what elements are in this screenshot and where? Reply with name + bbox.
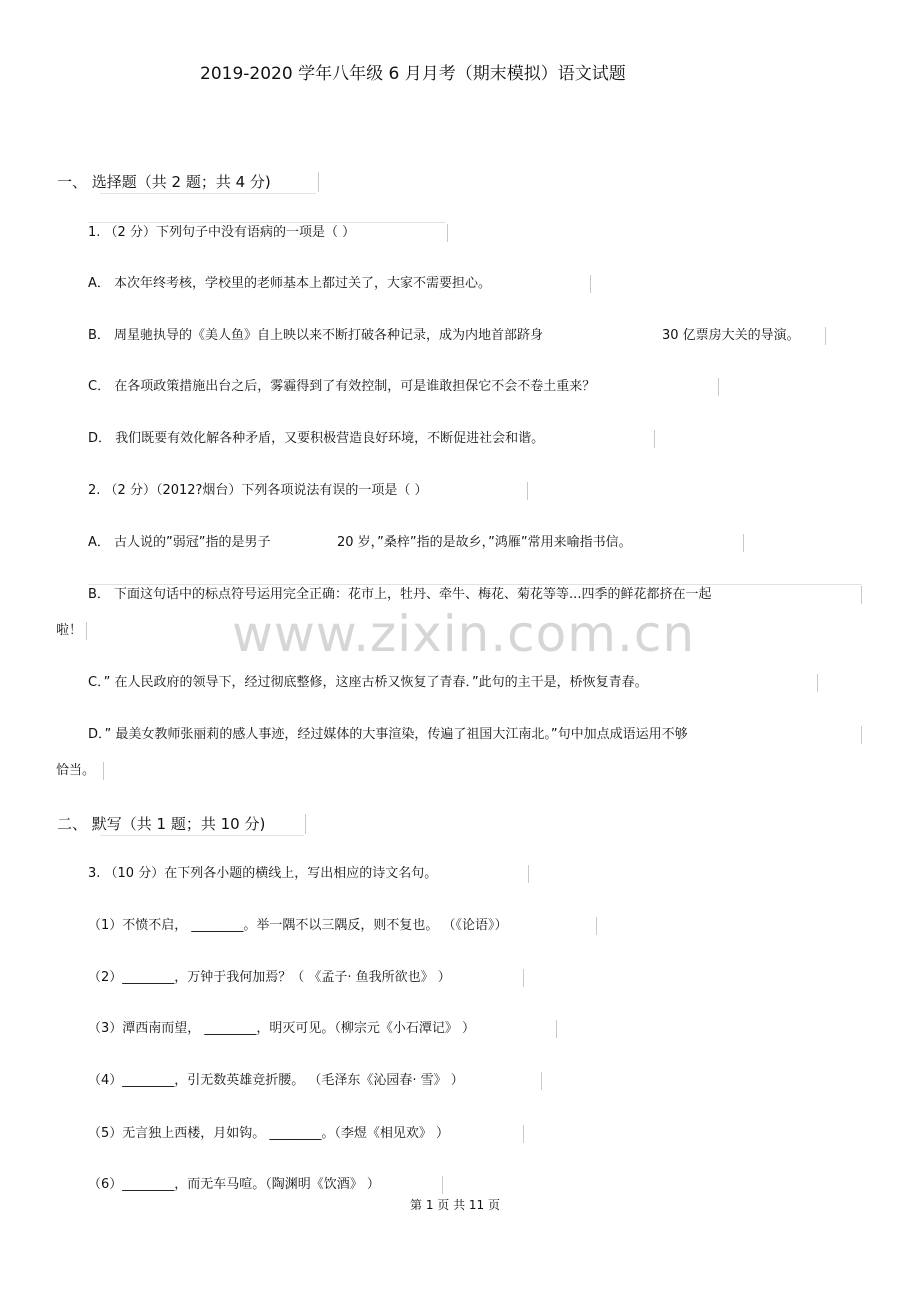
margin-bar bbox=[318, 172, 319, 192]
question-2-option-b-cont: 啦！ bbox=[56, 623, 83, 638]
question-3-stem: 3. （10 分）在下列各小题的横线上，写出相应的诗文名句。 bbox=[88, 866, 438, 881]
question-3-item-4: （4）________，引无数英雄竞折腰。 （毛泽东《沁园春· 雪》 ） bbox=[88, 1073, 464, 1088]
margin-bar bbox=[527, 482, 528, 500]
margin-bar bbox=[743, 534, 744, 552]
question-3-item-3: （3）潭西南而望， ________，明灭可见。（柳宗元《小石潭记》 ） bbox=[88, 1021, 476, 1036]
question-2-option-a: A． 古人说的”弱冠”指的是男子 bbox=[88, 535, 271, 550]
margin-bar bbox=[541, 1072, 542, 1090]
question-1-option-b-tail: 30 亿票房大关的导演。 bbox=[662, 328, 800, 343]
margin-bar bbox=[528, 865, 529, 883]
margin-bar bbox=[861, 586, 862, 604]
heading-underline bbox=[100, 193, 316, 194]
stem-topline bbox=[88, 222, 446, 223]
margin-bar bbox=[86, 622, 87, 640]
option-topline bbox=[88, 584, 862, 585]
margin-bar bbox=[817, 674, 818, 692]
question-1-option-c: C． 在各项政策措施出台之后，雾霾得到了有效控制，可是谁敢担保它不会不卷土重来？ bbox=[88, 379, 596, 394]
section-heading-choice: 一、 选择题（共 2 题；共 4 分) bbox=[57, 173, 271, 191]
margin-bar bbox=[447, 224, 448, 242]
margin-bar bbox=[654, 430, 655, 448]
margin-bar bbox=[825, 327, 826, 345]
margin-bar bbox=[596, 917, 597, 935]
question-2-stem: 2. （2 分）（2012?烟台）下列各项说法有误的一项是（ ） bbox=[88, 483, 428, 498]
question-1-stem: 1. （2 分）下列句子中没有语病的一项是（ ） bbox=[88, 225, 356, 240]
margin-bar bbox=[442, 1176, 443, 1194]
question-2-option-d-cont: 恰当。 bbox=[56, 763, 96, 778]
question-2-option-c: C．” 在人民政府的领导下，经过彻底整修，这座古桥又恢复了青春．”此句的主干是，桥恢复青春。 bbox=[88, 675, 648, 690]
margin-bar bbox=[523, 1125, 524, 1143]
heading-underline bbox=[100, 835, 304, 836]
margin-bar bbox=[103, 762, 104, 780]
question-1-option-d: D． 我们既要有效化解各种矛盾，又要积极营造良好环境，不断促进社会和谐。 bbox=[88, 431, 545, 446]
question-3-item-6: （6）________，而无车马喧。（陶渊明《饮酒》 ） bbox=[88, 1177, 380, 1192]
question-2-option-b: B． 下面这句话中的标点符号运用完全正确：花市上，牡丹、牵牛、梅花、菊花等等...四季的鲜花都挤在一起 bbox=[88, 587, 712, 602]
question-3-item-1: （1）不愤不启， ________。举一隅不以三隅反，则不复也。 （《论语》） bbox=[88, 918, 508, 933]
margin-bar bbox=[523, 969, 524, 987]
margin-bar bbox=[590, 275, 591, 293]
question-2-option-a-tail: 20 岁，”桑梓”指的是故乡，”鸿雁”常用来喻指书信。 bbox=[337, 535, 632, 550]
margin-bar bbox=[305, 814, 306, 834]
margin-bar bbox=[556, 1020, 557, 1038]
margin-bar bbox=[718, 378, 719, 396]
page-footer: 第 1 页 共 11 页 bbox=[410, 1198, 500, 1212]
question-1-option-a: A． 本次年终考核，学校里的老师基本上都过关了，大家不需要担心。 bbox=[88, 276, 492, 291]
question-1-option-b: B． 周星驰执导的《美人鱼》自上映以来不断打破各种记录，成为内地首部跻身 bbox=[88, 328, 544, 343]
question-3-item-5: （5）无言独上西楼，月如钩。 ________。（李煜《相见欢》 ） bbox=[88, 1126, 450, 1141]
margin-bar bbox=[861, 726, 862, 744]
page-title: 2019-2020 学年八年级 6 月月考（期末模拟）语文试题 bbox=[200, 64, 626, 84]
question-3-item-2: （2）________，万钟于我何加焉？（ 《孟子· 鱼我所欲也》 ） bbox=[88, 970, 451, 985]
question-2-option-d: D．” 最美女教师张丽莉的感人事迹，经过媒体的大事渲染，传遍了祖国大江南北。”句中加点成语运用不够 bbox=[88, 727, 688, 742]
section-heading-dictation: 二、 默写（共 1 题；共 10 分) bbox=[57, 815, 266, 833]
watermark: www.zixin.com.cn bbox=[232, 605, 696, 663]
